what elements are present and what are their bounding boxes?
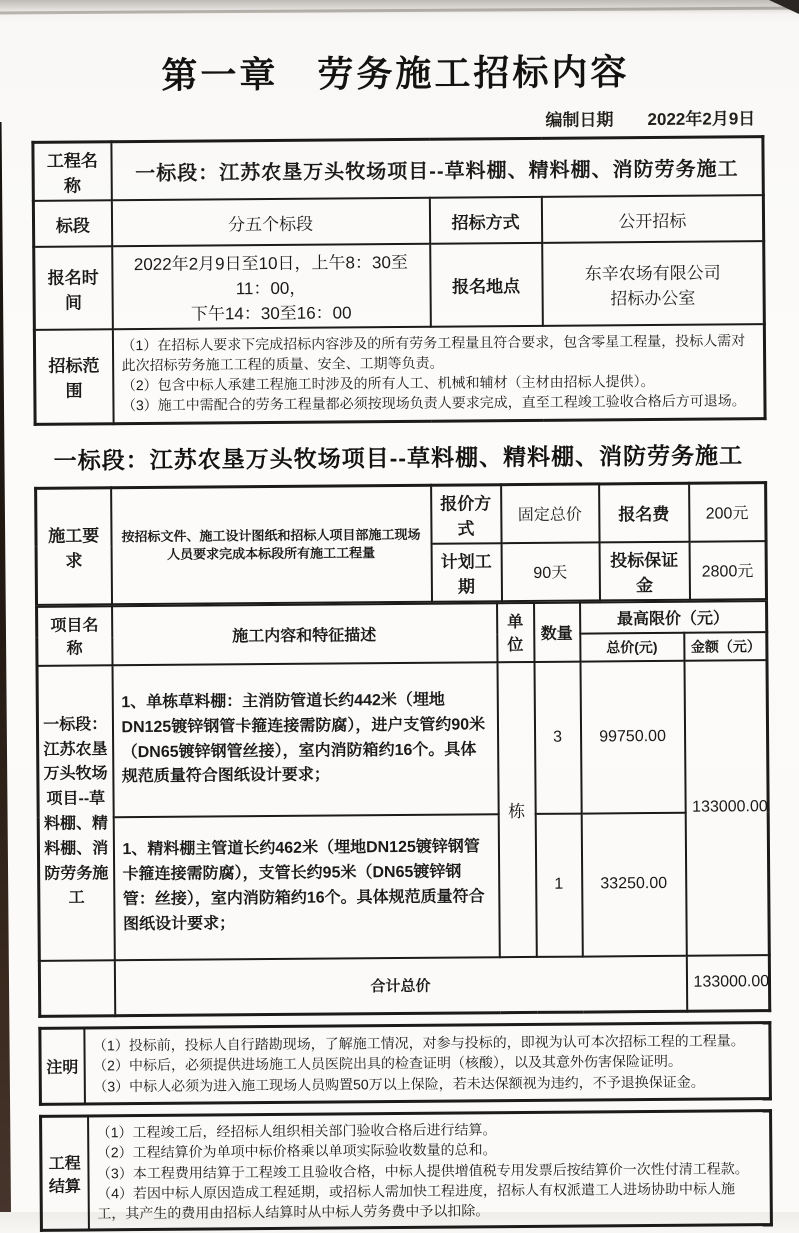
col-header-desc: 施工内容和特征描述 — [112, 603, 497, 665]
plan-period-value: 90天 — [501, 542, 599, 601]
notes-label: 注明 — [40, 1028, 85, 1104]
signup-time-label: 报名时间 — [34, 246, 113, 330]
table-row — [33, 195, 763, 247]
item-desc-1: 1、单栋草料棚：主消防管道长约442米（埋地DN125镀锌钢管卡箍连接需防腐），进户支管约90米（DN65镀锌钢管丝接），室内消防箱约16个。具体规范质量符合图纸设计要求； — [112, 662, 498, 817]
requirements-label: 施工要求 — [36, 487, 112, 604]
note-item: （1）投标前，投标人自行踏勘现场，了解施工情况，对参与投标的，即视为认可本次招标工程的工程量。 — [92, 1032, 745, 1054]
item-project-name: 一标段：江苏农垦万头牧场项目--草料棚、精料棚、消防劳务施工 — [37, 665, 114, 961]
items-table — [35, 600, 771, 1018]
total-price-label: 合计总价 — [114, 955, 686, 1015]
signup-time-line1: 2022年2月9日至10日，上午8：30至11：00， — [133, 252, 408, 299]
col-header-unit: 单位 — [497, 602, 534, 661]
table-row — [40, 1023, 771, 1105]
project-name-label: 工程名称 — [33, 142, 111, 201]
signup-fee-label: 报名费 — [599, 483, 689, 542]
plan-period-label: 计划工期 — [431, 543, 501, 602]
scope-content — [112, 324, 765, 423]
section-label: 标段 — [33, 200, 111, 247]
table-row — [38, 812, 769, 961]
col-header-amount: 金额（元） — [684, 632, 767, 661]
signup-time-line2: 下午14：30至16：00 — [190, 303, 352, 324]
col-header-max-price: 最高限价（元） — [580, 601, 767, 633]
settlement-content — [88, 1111, 772, 1231]
signup-time-value — [112, 244, 431, 329]
item-unit: 栋 — [497, 661, 536, 956]
section-value: 分五个标段 — [111, 198, 429, 246]
notes-content — [84, 1023, 771, 1104]
col-header-subtotal: 总价(元) — [580, 632, 684, 661]
item-desc-2: 1、精料棚主管道长约462米（埋地DN125镀锌钢管卡箍连接需防腐），支管长约95米（DN65镀锌钢管：丝接），室内消防箱约16个。具体规范质量符合图纸设计要求； — [113, 814, 499, 960]
signup-place-label: 报名地点 — [430, 243, 543, 327]
item-subtotal-1: 99750.00 — [580, 660, 685, 813]
bid-method-label: 招标方式 — [429, 197, 541, 244]
bid-deposit-value: 2800元 — [689, 541, 766, 600]
item-qty-2: 1 — [535, 813, 582, 956]
total-price-value: 133000.00 — [686, 955, 769, 1012]
section-heading: 一标段：江苏农垦万头牧场项目--草料棚、精料棚、消防劳务施工 — [53, 441, 744, 474]
tender-info-table — [31, 135, 766, 425]
settlement-table — [39, 1109, 773, 1232]
signup-place-line1: 东辛农场有限公司 — [584, 262, 721, 284]
requirements-table — [34, 481, 768, 606]
scope-item: （2）包含中标人承建工程施工时涉及的所有人工、机械和辅材（主材由招标人提供）。 — [121, 372, 655, 393]
table-row — [34, 324, 765, 424]
compile-date-label: 编制日期 — [545, 110, 614, 130]
items-amount-total: 133000.00 — [684, 660, 769, 956]
item-subtotal-2: 33250.00 — [581, 812, 686, 956]
settlement-item: （4）若因中标人原因造成工程延期，或招标人需加快工程进度，招标人有权派遣工人进场协助中标人施工，其产生的费用由招标人结算时从中标人劳务费中予以扣除。 — [97, 1180, 735, 1222]
bid-deposit-label: 投标保证金 — [599, 541, 689, 600]
project-name-value: 一标段：江苏农垦万头牧场项目--草料棚、精料棚、消防劳务施工 — [111, 137, 763, 201]
table-row — [33, 137, 763, 201]
settlement-item: （3）本工程费用结算于工程竣工且验收合格，中标人提供增值税专用发票后按结算价一次性付清工程款。 — [96, 1159, 749, 1181]
item-qty-1: 3 — [534, 661, 581, 813]
scope-item: （3）施工中需配合的劳务工程量都必须按现场负责人要求完成，直至工程竣工验收合格后方可退场。 — [121, 391, 746, 413]
notes-table — [38, 1021, 772, 1106]
total-row-empty-cell — [39, 960, 114, 1017]
note-item: （2）中标后，必须提供进场施工人员医院出具的检查证明（核酸），以及其意外伤害保险证明。 — [93, 1053, 682, 1074]
signup-fee-value: 200元 — [689, 482, 766, 541]
compile-date-value: 2022年2月9日 — [647, 109, 756, 130]
table-row — [37, 660, 768, 818]
table-total-row — [39, 955, 769, 1017]
settlement-item: （1）工程竣工后，经招标人组织相关部门验收合格后进行结算。 — [96, 1121, 497, 1141]
signup-place-line2: 招标办公室 — [610, 288, 696, 308]
quote-method-label: 报价方式 — [431, 484, 501, 543]
col-header-project: 项目名称 — [37, 606, 112, 666]
scope-item: （1）在招标人要求下完成招标内容涉及的所有劳务工程量且符合要求，包含零星工程量，投标人需对此次招标劳务施工工程的质量、安全、工期等负责。 — [121, 332, 746, 374]
requirements-desc: 按招标文件、施工设计图纸和招标人项目部施工现场人员要求完成本标段所有施工工程量 — [111, 485, 432, 604]
page-title: 第一章 劳务施工招标内容 — [161, 51, 630, 96]
quote-method-value: 固定总价 — [501, 483, 599, 542]
table-row — [41, 1111, 772, 1231]
table-row — [36, 482, 766, 546]
table-row — [34, 241, 765, 330]
signup-place-value — [542, 241, 765, 326]
scope-label: 招标范围 — [34, 329, 113, 424]
col-header-qty: 数量 — [534, 602, 580, 661]
settlement-item: （2）工程结算价为单项中标价格乘以单项实际验收数量的总和。 — [96, 1141, 497, 1161]
note-item: （3）中标人必须为进入施工现场人员购置50万以上保险，若未达保额视为违约，不予退换保证金。 — [93, 1073, 705, 1095]
bid-method-value: 公开招标 — [541, 195, 763, 243]
settlement-label: 工程结算 — [41, 1116, 89, 1231]
compile-date-row — [0, 104, 795, 135]
